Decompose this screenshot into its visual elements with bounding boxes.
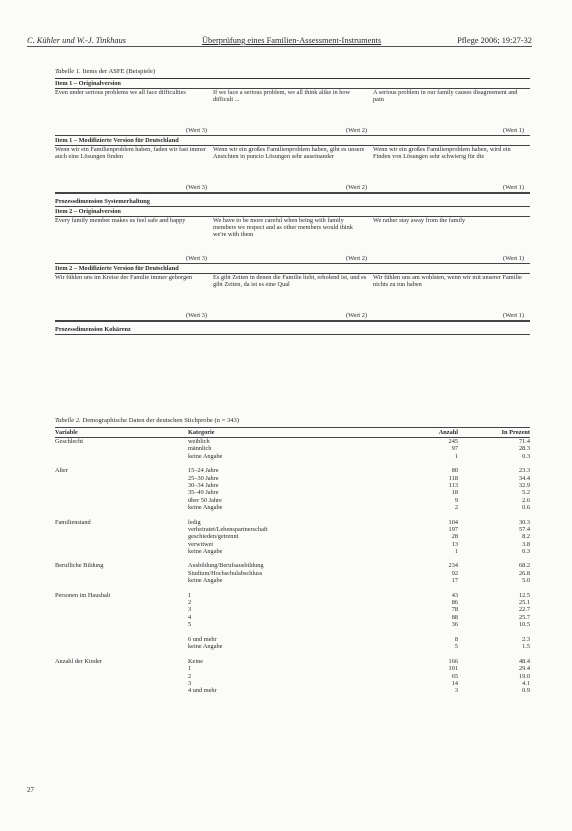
table1-cell: Every family member makes us feel safe and happy bbox=[55, 217, 186, 224]
table2-group-gap bbox=[55, 555, 530, 562]
table2-variable bbox=[55, 497, 188, 504]
table1-wert: (Wert 1) bbox=[503, 255, 524, 262]
table2-variable bbox=[55, 614, 188, 621]
table2-caption bbox=[55, 417, 239, 425]
table1-wert: (Wert 1) bbox=[503, 312, 524, 319]
table2-category bbox=[188, 629, 362, 636]
table-row bbox=[55, 541, 530, 548]
table2-variable bbox=[55, 482, 188, 489]
table1-cell: If we face a serious problem, we all think alike in how difficult ... bbox=[213, 89, 351, 104]
table2-variable: Alter bbox=[55, 467, 68, 475]
table1-cell: Wir fühlen uns am wohlsten, wenn wir mit unserer Familie nichts zu tun haben bbox=[373, 274, 522, 289]
table2-variable bbox=[55, 643, 188, 650]
table2-variable: Familienstand bbox=[55, 518, 91, 526]
table2-category: 2 bbox=[188, 599, 192, 607]
table1-wert: (Wert 2) bbox=[346, 312, 367, 319]
table2-variable bbox=[55, 489, 188, 496]
table1-rule bbox=[55, 334, 530, 335]
table2-percent: 34.4 bbox=[518, 474, 530, 482]
table2-count: 9 bbox=[454, 496, 458, 504]
table1-dimension-heading: Prozessdimension Systemerhaltung bbox=[55, 198, 150, 205]
table2-variable bbox=[55, 621, 188, 628]
table2-category: Ausbildung/Berufsausbildung bbox=[188, 562, 264, 570]
table2-percent: 28.3 bbox=[518, 445, 530, 453]
table1-cell: Es gibt Zeiten in denen die Familie liebt, erholend ist, und es gibt Zeiten, da ist es eine Qual bbox=[213, 274, 367, 289]
table2-count: 13 bbox=[451, 540, 458, 548]
table2-category: verwitwet bbox=[188, 540, 214, 548]
table2-count: 28 bbox=[451, 533, 458, 541]
table1-wert-row bbox=[55, 255, 530, 263]
table2-header-row bbox=[55, 428, 530, 437]
table1-dimension-heading: Prozessdimension Kohärenz bbox=[55, 326, 131, 333]
table2-count: 92 bbox=[451, 569, 458, 577]
table1-item-block bbox=[55, 79, 530, 136]
table-row bbox=[55, 438, 530, 445]
table2-category: verheiratet/Lebenspartnerschaft bbox=[188, 525, 268, 533]
table-row bbox=[55, 467, 530, 474]
table2-category: 2 bbox=[188, 672, 192, 680]
table1-wert: (Wert 2) bbox=[346, 184, 367, 191]
table2-percent: 29.4 bbox=[518, 665, 530, 673]
table-row bbox=[55, 475, 530, 482]
table2-percent: 19.0 bbox=[518, 672, 530, 680]
table2-count: 17 bbox=[451, 577, 458, 585]
table2-header-cell: Kategorie bbox=[188, 429, 215, 436]
table2-variable bbox=[55, 526, 188, 533]
table2-count: 1 bbox=[454, 452, 458, 460]
table2-percent: 0.3 bbox=[522, 452, 530, 460]
table2-category: weiblich bbox=[188, 438, 210, 445]
running-head-title: Überprüfung eines Familien-Assessment-Instruments bbox=[202, 36, 382, 45]
table-row bbox=[55, 548, 530, 555]
table1-item-block bbox=[55, 207, 530, 264]
table-row bbox=[55, 577, 530, 584]
table1-wert: (Wert 2) bbox=[346, 127, 367, 134]
table2-percent: 0.9 bbox=[522, 687, 530, 695]
table2-group-gap bbox=[55, 460, 530, 467]
table1-caption-text: Items der ASFE (Beispiele) bbox=[82, 68, 156, 75]
table2-variable: Personen im Haushalt bbox=[55, 591, 111, 599]
table-row bbox=[55, 599, 530, 606]
table1 bbox=[55, 78, 530, 335]
table2-count: 65 bbox=[451, 672, 458, 680]
table2-count: 234 bbox=[448, 562, 458, 570]
table2-category: männlich bbox=[188, 445, 212, 453]
table1-wert-row bbox=[55, 127, 530, 135]
table2-percent: 2.6 bbox=[522, 496, 530, 504]
table2-count: 166 bbox=[448, 657, 458, 665]
page-number: 27 bbox=[27, 786, 34, 794]
table2-group-gap bbox=[55, 585, 530, 592]
table2-category: 3 bbox=[188, 606, 192, 614]
table2-count: 78 bbox=[451, 606, 458, 614]
table2-percent: 8.2 bbox=[522, 533, 530, 541]
table1-cell: We rather stay away from the family bbox=[373, 217, 466, 224]
table2-count: 101 bbox=[448, 665, 458, 673]
table-row bbox=[55, 504, 530, 511]
table-row bbox=[55, 445, 530, 452]
running-head-authors: C. Kühler und W.-J. Tinkhaus bbox=[27, 36, 127, 45]
table1-item-heading: Item 1 – Modifizierte Version für Deutschland bbox=[55, 137, 179, 144]
table2-percent: 4.1 bbox=[522, 679, 530, 687]
table2-percent: 71.4 bbox=[518, 438, 530, 445]
table-row bbox=[55, 453, 530, 460]
table1-cell: We have to be more careful when being with family members we respect and as other members would think we're with them bbox=[213, 217, 353, 239]
table2-count: 1 bbox=[454, 548, 458, 556]
table2-percent: 5.0 bbox=[522, 577, 530, 585]
table2-category: 35–49 Jahre bbox=[188, 489, 219, 497]
table1-cell: Wir fühlen uns im Kreise der Familie immer geborgen bbox=[55, 274, 193, 281]
table2-variable bbox=[55, 445, 188, 452]
table2-category: über 50 Jahre bbox=[188, 496, 222, 504]
table1-cell: Wenn wir ein großes Familienproblem haben, gibt es unsere Ansichten in puncto Lösungen sehr auseinander bbox=[213, 146, 365, 161]
table2-variable bbox=[55, 548, 188, 555]
table2-percent: 0.6 bbox=[522, 504, 530, 512]
table2-category: geschieden/getrennt bbox=[188, 533, 239, 541]
table2-count: 88 bbox=[451, 613, 458, 621]
table2-percent: 5.2 bbox=[522, 489, 530, 497]
table2-count: 3 bbox=[454, 687, 458, 695]
table2-percent: 3.8 bbox=[522, 540, 530, 548]
table1-item-heading: Item 2 – Originalversion bbox=[55, 208, 121, 215]
table-row bbox=[55, 606, 530, 613]
table-row bbox=[55, 687, 530, 694]
table2-count: 113 bbox=[448, 481, 458, 489]
table1-item-cells bbox=[55, 146, 530, 184]
table2-percent: 10.5 bbox=[518, 621, 530, 629]
table-row bbox=[55, 636, 530, 643]
table1-caption bbox=[55, 68, 155, 76]
table1-rule bbox=[55, 193, 530, 194]
table2-category: 6 und mehr bbox=[188, 635, 217, 643]
table1-wert: (Wert 3) bbox=[186, 184, 207, 191]
table2-percent: 2.3 bbox=[522, 635, 530, 643]
table-row bbox=[55, 658, 530, 665]
table2-variable bbox=[55, 577, 188, 584]
table-row bbox=[55, 533, 530, 540]
table2-category: 1 bbox=[188, 591, 192, 599]
table1-item-heading: Item 1 – Originalversion bbox=[55, 80, 121, 87]
table2-variable bbox=[55, 541, 188, 548]
table1-item-cells bbox=[55, 89, 530, 127]
table2-percent: 30.3 bbox=[518, 518, 530, 526]
table2-percent: 1.5 bbox=[522, 643, 530, 651]
table-row bbox=[55, 592, 530, 599]
table1-wert: (Wert 1) bbox=[503, 184, 524, 191]
table1-rule bbox=[55, 321, 530, 322]
table2-category: 30–34 Jahre bbox=[188, 481, 219, 489]
table1-cell: Wenn wir ein großes Familienproblem haben, wird ein Finden von Lösungen sehr schwierig für die bbox=[373, 146, 511, 161]
table2-count: 97 bbox=[451, 445, 458, 453]
table2-category: 3 bbox=[188, 679, 192, 687]
table2-variable bbox=[55, 599, 188, 606]
table2-count: 8 bbox=[454, 635, 458, 643]
table2-count: 14 bbox=[451, 679, 458, 687]
table2-percent: 48.4 bbox=[518, 657, 530, 665]
table1-wert-row bbox=[55, 312, 530, 320]
table1-wert: (Wert 1) bbox=[503, 127, 524, 134]
table2-percent: 12.5 bbox=[518, 591, 530, 599]
table1-cell: Even under serious problems we all face difficulties bbox=[55, 89, 186, 96]
table2-category: keine Angabe bbox=[188, 548, 223, 556]
table1-wert: (Wert 3) bbox=[186, 255, 207, 262]
table2-percent: 22.7 bbox=[518, 606, 530, 614]
table1-item-block bbox=[55, 264, 530, 321]
table2-count: 5 bbox=[454, 643, 458, 651]
table2-category: keine Angabe bbox=[188, 452, 223, 460]
table2-category: keine Angabe bbox=[188, 504, 223, 512]
table1-wert-row bbox=[55, 184, 530, 192]
table-row bbox=[55, 673, 530, 680]
table1-cell: A serious problem in our family causes disagreement and pain bbox=[373, 89, 518, 104]
table2-variable bbox=[55, 570, 188, 577]
table-row bbox=[55, 526, 530, 533]
table2-percent: 26.8 bbox=[518, 569, 530, 577]
table2-count: 18 bbox=[451, 489, 458, 497]
table2-group-gap bbox=[55, 651, 530, 658]
table2-percent: 25.1 bbox=[518, 599, 530, 607]
table1-item-block bbox=[55, 136, 530, 193]
table2-variable bbox=[55, 673, 188, 680]
table-row bbox=[55, 629, 530, 636]
table2-variable bbox=[55, 636, 188, 643]
table2-percent: 25.7 bbox=[518, 613, 530, 621]
table2-variable bbox=[55, 687, 188, 694]
table2-count: 104 bbox=[448, 518, 458, 526]
table2-caption-text: Demographische Daten der deutschen Stichprobe (n = 343) bbox=[82, 417, 240, 424]
table2-variable bbox=[55, 606, 188, 613]
table1-item-cells bbox=[55, 217, 530, 255]
table-row bbox=[55, 665, 530, 672]
table2-count: 2 bbox=[454, 504, 458, 512]
table2-category: Keine bbox=[188, 657, 204, 665]
table1-caption-label: Tabelle 1. bbox=[55, 68, 81, 75]
table2-header-cell: Variable bbox=[55, 429, 78, 436]
table-row bbox=[55, 643, 530, 650]
table2-variable bbox=[55, 665, 188, 672]
table2-variable bbox=[55, 475, 188, 482]
table2-percent: 68.2 bbox=[518, 562, 530, 570]
table1-item-heading: Item 2 – Modifizierte Version für Deutschland bbox=[55, 265, 179, 272]
table2-variable bbox=[55, 453, 188, 460]
table2-category: keine Angabe bbox=[188, 577, 223, 585]
table2-variable: Geschlecht bbox=[55, 438, 83, 445]
table2-category: 4 und mehr bbox=[188, 687, 217, 695]
table2-percent bbox=[458, 629, 530, 636]
table1-rule bbox=[55, 192, 530, 193]
table1-item-cells bbox=[55, 274, 530, 312]
running-head-journal: Pflege 2006; 19:27-32 bbox=[457, 36, 532, 45]
table2-category: 15–24 Jahre bbox=[188, 467, 219, 475]
table-row bbox=[55, 497, 530, 504]
table2-caption-label: Tabelle 2. bbox=[55, 417, 81, 424]
table2-percent: 0.3 bbox=[522, 548, 530, 556]
table2-count: 43 bbox=[451, 591, 458, 599]
table2-variable bbox=[55, 533, 188, 540]
table-row bbox=[55, 489, 530, 496]
table2-percent: 23.3 bbox=[518, 467, 530, 475]
table2-variable bbox=[55, 629, 188, 636]
table-row bbox=[55, 519, 530, 526]
table2-category: 4 bbox=[188, 613, 192, 621]
table-row bbox=[55, 621, 530, 628]
table2-variable: Berufliche Bildung bbox=[55, 562, 104, 570]
table1-rule bbox=[55, 320, 530, 321]
table2-group-gap bbox=[55, 512, 530, 519]
table2-count bbox=[362, 629, 458, 636]
table2-count: 197 bbox=[448, 525, 458, 533]
table2-percent: 57.4 bbox=[518, 525, 530, 533]
table1-wert: (Wert 3) bbox=[186, 312, 207, 319]
running-head bbox=[27, 36, 532, 47]
table2-count: 80 bbox=[451, 467, 458, 475]
table2-percent: 32.9 bbox=[518, 481, 530, 489]
table2-variable bbox=[55, 504, 188, 511]
table1-wert: (Wert 2) bbox=[346, 255, 367, 262]
table-row bbox=[55, 614, 530, 621]
table2-count: 86 bbox=[451, 599, 458, 607]
table2-header-cell: In Prozent bbox=[501, 429, 530, 436]
table1-cell: Wenn wir ein Familienproblem haben, faden wir fast immer auch eine Lösungen finden bbox=[55, 146, 207, 161]
table-row bbox=[55, 482, 530, 489]
table-row bbox=[55, 562, 530, 569]
table1-wert: (Wert 3) bbox=[186, 127, 207, 134]
table2-count: 245 bbox=[448, 438, 458, 445]
table2-category: ledig bbox=[188, 518, 201, 526]
table2 bbox=[55, 427, 530, 695]
table2-count: 118 bbox=[448, 474, 458, 482]
table-row bbox=[55, 570, 530, 577]
table2-count: 36 bbox=[451, 621, 458, 629]
table2-category: 25–30 Jahre bbox=[188, 474, 219, 482]
table-row bbox=[55, 680, 530, 687]
table2-category: keine Angabe bbox=[188, 643, 223, 651]
table2-variable: Anzahl der Kinder bbox=[55, 657, 102, 665]
table2-category: 5 bbox=[188, 621, 192, 629]
table2-variable bbox=[55, 680, 188, 687]
table2-category: Studium/Hochschulabschluss bbox=[188, 569, 263, 577]
table2-category: 1 bbox=[188, 665, 192, 673]
table2-header-cell: Anzahl bbox=[438, 429, 458, 436]
